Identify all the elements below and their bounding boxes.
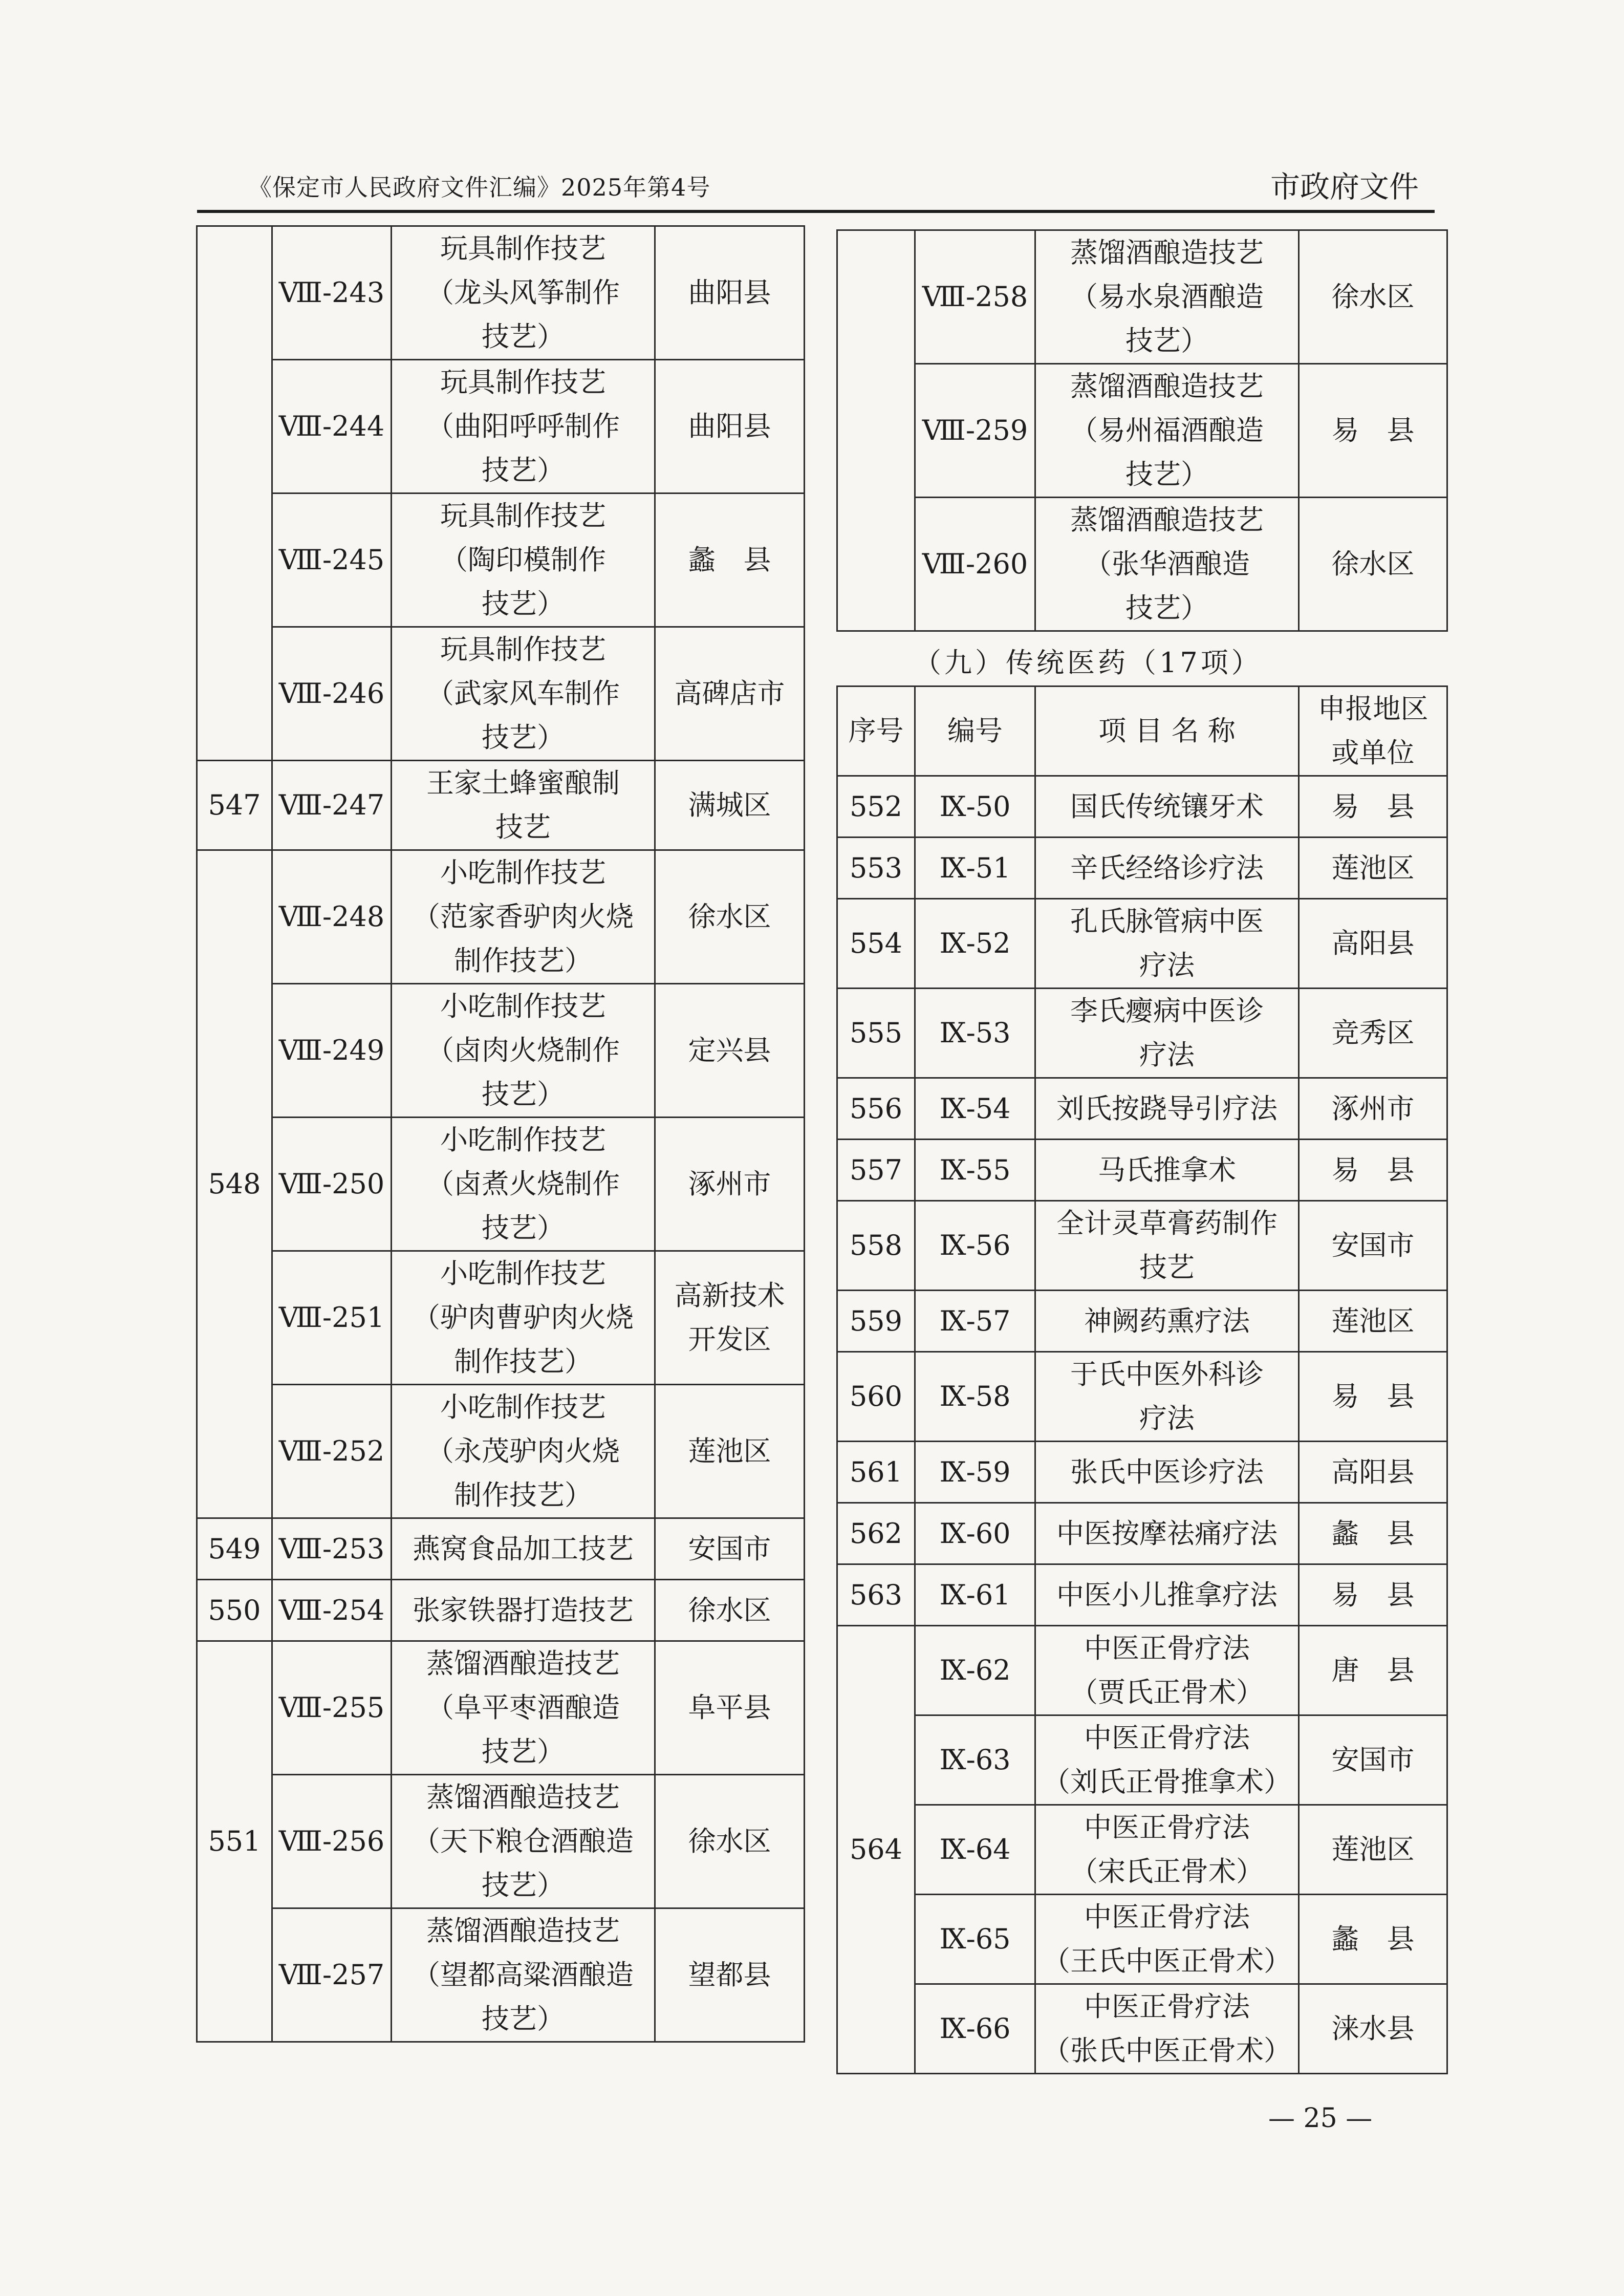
- region-cell: [1299, 989, 1447, 1078]
- name-cell: [1035, 776, 1299, 838]
- name-cell-line: 孔氏脉管病中医: [1070, 905, 1264, 937]
- name-cell-line: 神阙药熏疗法: [1084, 1304, 1250, 1337]
- name-cell-line: 蒸馏酒酿造技艺: [1070, 504, 1264, 536]
- header-rule: [197, 210, 1435, 213]
- region-cell: [1299, 1503, 1447, 1564]
- name-cell: [1035, 1442, 1299, 1503]
- name-cell-line: 张氏中医诊疗法: [1070, 1455, 1264, 1488]
- region-cell-line: 徐水区: [688, 1825, 771, 1857]
- name-cell-line: 玩具制作技艺: [440, 633, 606, 666]
- name-cell-line: 辛氏经络诊疗法: [1070, 851, 1264, 884]
- name-cell-line: 技艺）: [482, 320, 565, 353]
- name-cell-line: 国氏传统镶牙术: [1070, 790, 1264, 823]
- region-cell: [1299, 1715, 1447, 1805]
- code-cell: Ⅷ-247: [272, 761, 392, 850]
- header-region-line: 申报地区: [1317, 693, 1428, 725]
- code-cell: Ⅸ-58: [915, 1352, 1035, 1442]
- name-cell: [1035, 498, 1299, 631]
- table-row: [197, 627, 805, 761]
- region-cell-line: 莲池区: [1331, 851, 1415, 884]
- table-row: [837, 1895, 1447, 1984]
- name-cell: [1035, 1564, 1299, 1626]
- region-cell-line: 易 县: [1331, 1153, 1415, 1186]
- name-cell-line: 中医正骨疗法: [1084, 1990, 1250, 2023]
- name-cell: [1035, 1805, 1299, 1895]
- code-cell: Ⅸ-62: [915, 1626, 1035, 1715]
- name-cell-line: 制作技艺）: [454, 1479, 592, 1511]
- seq-cell: 554: [837, 899, 915, 989]
- region-cell-line: 涿州市: [1331, 1092, 1415, 1125]
- code-cell: Ⅸ-51: [915, 838, 1035, 899]
- code-cell: Ⅷ-243: [272, 226, 392, 360]
- name-cell-line: （永茂驴肉火烧: [426, 1435, 620, 1467]
- name-cell: [392, 984, 655, 1118]
- name-cell-line: 中医小儿推拿疗法: [1056, 1578, 1277, 1611]
- region-cell-line: 徐水区: [688, 900, 771, 933]
- name-cell-line: 疗法: [1139, 1402, 1195, 1434]
- name-cell: [392, 1775, 655, 1908]
- name-cell: [392, 1251, 655, 1385]
- region-cell-line: 徐水区: [688, 1594, 771, 1626]
- region-cell-line: 莲池区: [1331, 1304, 1415, 1337]
- seq-cell: 560: [837, 1352, 915, 1442]
- header-seq: 序号: [837, 686, 915, 776]
- name-cell-line: 技艺）: [482, 588, 565, 620]
- name-cell: [1035, 364, 1299, 498]
- name-cell: [392, 1118, 655, 1251]
- name-cell-line: 玩具制作技艺: [440, 500, 606, 532]
- code-cell: Ⅷ-252: [272, 1385, 392, 1518]
- region-cell-line: 定兴县: [688, 1034, 771, 1066]
- code-cell: Ⅷ-250: [272, 1118, 392, 1251]
- region-cell: [655, 226, 805, 360]
- traditional-medicine-table: [836, 685, 1448, 2074]
- name-cell-line: 中医正骨疗法: [1084, 1632, 1250, 1664]
- region-cell: [1299, 776, 1447, 838]
- table-row: [837, 1715, 1447, 1805]
- name-cell: [1035, 838, 1299, 899]
- region-cell: [1299, 498, 1447, 631]
- name-cell-line: 技艺）: [482, 1735, 565, 1768]
- header-region-line: 或单位: [1331, 737, 1415, 769]
- region-cell-line: 高阳县: [1331, 927, 1415, 959]
- name-cell-line: （王氏中医正骨术）: [1043, 1945, 1291, 1977]
- table-header-row: [837, 686, 1447, 776]
- code-cell: Ⅷ-256: [272, 1775, 392, 1908]
- region-cell-line: 曲阳县: [688, 410, 771, 442]
- region-cell: [655, 360, 805, 493]
- name-cell-line: （天下粮仓酒酿造: [413, 1825, 634, 1857]
- name-cell-line: 玩具制作技艺: [440, 232, 606, 265]
- region-cell: [655, 1251, 805, 1385]
- name-cell-line: （望都高粱酒酿造: [413, 1959, 634, 1991]
- region-cell: [1299, 1805, 1447, 1895]
- name-cell: [1035, 899, 1299, 989]
- seq-cell: 558: [837, 1201, 915, 1291]
- name-cell-line: 王家土蜂蜜酿制: [426, 767, 620, 799]
- name-cell: [392, 1908, 655, 2042]
- code-cell: Ⅷ-260: [915, 498, 1035, 631]
- code-cell: Ⅷ-244: [272, 360, 392, 493]
- region-cell-line: 易 县: [1331, 1578, 1415, 1611]
- table-row: [197, 226, 805, 360]
- name-cell-line: 制作技艺）: [454, 1345, 592, 1378]
- code-cell: Ⅸ-55: [915, 1140, 1035, 1201]
- table-row: [837, 230, 1447, 364]
- name-cell-line: 小吃制作技艺: [440, 990, 606, 1022]
- region-cell-line: 唐 县: [1331, 1654, 1415, 1686]
- document-category: 市政府文件: [1270, 169, 1419, 204]
- code-cell: Ⅷ-259: [915, 364, 1035, 498]
- table-row: [197, 1251, 805, 1385]
- name-cell-line: （张氏中医正骨术）: [1043, 2034, 1291, 2067]
- region-cell: [655, 1775, 805, 1908]
- name-cell: [1035, 989, 1299, 1078]
- region-cell: [655, 1118, 805, 1251]
- seq-cell: 553: [837, 838, 915, 899]
- region-cell: [655, 1908, 805, 2042]
- table-row: [837, 498, 1447, 631]
- seq-cell: [837, 230, 915, 631]
- region-cell-line: 莲池区: [1331, 1833, 1415, 1865]
- region-cell: [655, 1641, 805, 1775]
- name-cell-line: 制作技艺）: [454, 945, 592, 977]
- table-row: [197, 850, 805, 984]
- name-cell: [392, 1385, 655, 1518]
- code-cell: Ⅸ-59: [915, 1442, 1035, 1503]
- name-cell-line: （阜平枣酒酿造: [426, 1691, 620, 1724]
- header-code: 编号: [915, 686, 1035, 776]
- code-cell: Ⅸ-54: [915, 1078, 1035, 1140]
- name-cell: [392, 360, 655, 493]
- name-cell: [1035, 230, 1299, 364]
- header-region: [1299, 686, 1447, 776]
- name-cell-line: 蒸馏酒酿造技艺: [426, 1915, 620, 1947]
- region-cell: [1299, 899, 1447, 989]
- name-cell: [392, 627, 655, 761]
- name-cell-line: 张家铁器打造技艺: [413, 1594, 634, 1626]
- name-cell-line: 技艺: [495, 811, 551, 843]
- name-cell-line: 蒸馏酒酿造技艺: [1070, 370, 1264, 402]
- region-cell: [1299, 1140, 1447, 1201]
- name-cell-line: 技艺）: [482, 1212, 565, 1244]
- name-cell-line: （宋氏正骨术）: [1070, 1855, 1264, 1887]
- region-cell: [655, 1518, 805, 1580]
- region-cell: [1299, 1442, 1447, 1503]
- table-row: [837, 1626, 1447, 1715]
- table-row: [837, 1140, 1447, 1201]
- name-cell-line: （刘氏正骨推拿术）: [1043, 1766, 1291, 1798]
- name-cell-line: 全计灵草膏药制作: [1056, 1207, 1277, 1239]
- name-cell-line: 技艺）: [482, 2003, 565, 2035]
- name-cell: [1035, 1626, 1299, 1715]
- name-cell-line: 疗法: [1139, 949, 1195, 981]
- seq-cell: 563: [837, 1564, 915, 1626]
- table-row: [837, 1201, 1447, 1291]
- name-cell: [1035, 1984, 1299, 2074]
- name-cell-line: （贾氏正骨术）: [1070, 1676, 1264, 1708]
- region-cell: [655, 627, 805, 761]
- name-cell: [1035, 1078, 1299, 1140]
- code-cell: Ⅸ-57: [915, 1291, 1035, 1352]
- name-cell: [392, 850, 655, 984]
- name-cell-line: 技艺）: [1125, 458, 1208, 490]
- code-cell: Ⅸ-52: [915, 899, 1035, 989]
- name-cell-line: （武家风车制作: [426, 677, 620, 710]
- name-cell: [1035, 1291, 1299, 1352]
- name-cell-line: 于氏中医外科诊: [1070, 1358, 1264, 1390]
- code-cell: Ⅷ-246: [272, 627, 392, 761]
- name-cell-line: 小吃制作技艺: [440, 1124, 606, 1156]
- name-cell: [1035, 1503, 1299, 1564]
- name-cell-line: 中医按摩祛痛疗法: [1056, 1517, 1277, 1550]
- table-row: [197, 493, 805, 627]
- name-cell-line: 技艺）: [482, 1078, 565, 1110]
- table-row: [837, 1503, 1447, 1564]
- name-cell-line: 中医正骨疗法: [1084, 1722, 1250, 1754]
- table-row: [837, 899, 1447, 989]
- code-cell: Ⅷ-255: [272, 1641, 392, 1775]
- table-row: [837, 1564, 1447, 1626]
- name-cell-line: 蒸馏酒酿造技艺: [1070, 237, 1264, 269]
- region-cell-line: 徐水区: [1331, 281, 1415, 313]
- name-cell: [392, 1580, 655, 1641]
- table-row: [837, 1291, 1447, 1352]
- seq-cell: 564: [837, 1626, 915, 2074]
- seq-cell: [197, 226, 272, 761]
- table-row: [837, 776, 1447, 838]
- seq-cell: 549: [197, 1518, 272, 1580]
- table-row: [837, 1442, 1447, 1503]
- code-cell: Ⅷ-251: [272, 1251, 392, 1385]
- table-row: [197, 1775, 805, 1908]
- region-cell-line: 易 县: [1331, 1380, 1415, 1412]
- seq-cell: 550: [197, 1580, 272, 1641]
- name-cell-line: 技艺）: [482, 721, 565, 754]
- region-cell-line: 易 县: [1331, 790, 1415, 823]
- region-cell: [1299, 1078, 1447, 1140]
- name-cell-line: 小吃制作技艺: [440, 1391, 606, 1423]
- table-row: [197, 761, 805, 850]
- name-cell-line: 技艺）: [1125, 325, 1208, 357]
- region-cell-line: 满城区: [688, 789, 771, 821]
- region-cell-line: 高新技术: [674, 1279, 785, 1312]
- code-cell: Ⅷ-248: [272, 850, 392, 984]
- table-row: [837, 1984, 1447, 2074]
- name-cell-line: （卤肉火烧制作: [426, 1034, 620, 1066]
- name-cell-line: 蒸馏酒酿造技艺: [426, 1781, 620, 1813]
- seq-cell: 557: [837, 1140, 915, 1201]
- region-cell-line: 涿州市: [688, 1168, 771, 1200]
- code-cell: Ⅸ-64: [915, 1805, 1035, 1895]
- region-cell: [1299, 1895, 1447, 1984]
- table-row: [197, 1908, 805, 2042]
- code-cell: Ⅷ-253: [272, 1518, 392, 1580]
- name-cell-line: 疗法: [1139, 1039, 1195, 1071]
- seq-cell: 561: [837, 1442, 915, 1503]
- code-cell: Ⅸ-53: [915, 989, 1035, 1078]
- name-cell: [392, 226, 655, 360]
- region-cell-line: 蠡 县: [1331, 1923, 1415, 1955]
- name-cell-line: 中医正骨疗法: [1084, 1811, 1250, 1843]
- name-cell: [1035, 1352, 1299, 1442]
- code-cell: Ⅷ-258: [915, 230, 1035, 364]
- region-cell: [1299, 838, 1447, 899]
- table-row: [837, 1352, 1447, 1442]
- region-cell: [655, 984, 805, 1118]
- name-cell-line: 技艺）: [1125, 592, 1208, 624]
- name-cell-line: （陶印模制作: [440, 544, 606, 576]
- region-cell-line: 蠡 县: [688, 544, 771, 576]
- table-row: [197, 1385, 805, 1518]
- region-cell: [1299, 1564, 1447, 1626]
- name-cell: [392, 1641, 655, 1775]
- code-cell: Ⅸ-56: [915, 1201, 1035, 1291]
- name-cell: [1035, 1140, 1299, 1201]
- region-cell-line: 安国市: [1331, 1229, 1415, 1261]
- table-row: [197, 1641, 805, 1775]
- region-cell-line: 高阳县: [1331, 1455, 1415, 1488]
- name-cell-line: 技艺）: [482, 454, 565, 486]
- name-cell: [1035, 1895, 1299, 1984]
- name-cell-line: （龙头风筝制作: [426, 276, 620, 309]
- code-cell: Ⅸ-63: [915, 1715, 1035, 1805]
- table-row: [197, 1518, 805, 1580]
- region-cell: [1299, 1626, 1447, 1715]
- region-cell: [1299, 1984, 1447, 2074]
- table-row: [197, 1580, 805, 1641]
- name-cell-line: （易水泉酒酿造: [1070, 281, 1264, 313]
- region-cell-line: 莲池区: [688, 1435, 771, 1467]
- name-cell-line: 中医正骨疗法: [1084, 1901, 1250, 1933]
- table-row: [837, 989, 1447, 1078]
- name-cell-line: 燕窝食品加工技艺: [413, 1532, 634, 1565]
- region-cell-line: 开发区: [688, 1323, 771, 1356]
- region-cell: [655, 850, 805, 984]
- region-cell: [655, 493, 805, 627]
- code-cell: Ⅸ-50: [915, 776, 1035, 838]
- code-cell: Ⅷ-257: [272, 1908, 392, 2042]
- name-cell-line: 技艺）: [482, 1869, 565, 1901]
- table-row: [837, 364, 1447, 498]
- region-cell: [1299, 364, 1447, 498]
- seq-cell: 562: [837, 1503, 915, 1564]
- name-cell-line: （驴肉曹驴肉火烧: [413, 1301, 634, 1334]
- seq-cell: 555: [837, 989, 915, 1078]
- name-cell: [392, 493, 655, 627]
- name-cell-line: 技艺: [1139, 1251, 1195, 1283]
- name-cell: [392, 1518, 655, 1580]
- seq-cell: 552: [837, 776, 915, 838]
- seq-cell: 548: [197, 850, 272, 1518]
- seq-cell: 547: [197, 761, 272, 850]
- region-cell-line: 高碑店市: [674, 677, 785, 710]
- name-cell-line: 小吃制作技艺: [440, 1257, 606, 1290]
- name-cell: [1035, 1715, 1299, 1805]
- code-cell: Ⅷ-254: [272, 1580, 392, 1641]
- name-cell-line: 小吃制作技艺: [440, 856, 606, 889]
- region-cell: [1299, 1291, 1447, 1352]
- document-series-title: 《保定市人民政府文件汇编》2025年第4号: [248, 174, 711, 201]
- name-cell-line: （张华酒酿造: [1084, 548, 1250, 580]
- name-cell-line: 李氏瘿病中医诊: [1070, 995, 1264, 1027]
- region-cell-line: 曲阳县: [688, 276, 771, 309]
- right-continued-table: [836, 229, 1448, 632]
- region-cell: [655, 1385, 805, 1518]
- table-row: [197, 360, 805, 493]
- name-cell-line: 刘氏按跷导引疗法: [1056, 1092, 1277, 1125]
- region-cell-line: 安国市: [688, 1532, 771, 1565]
- name-cell-line: 玩具制作技艺: [440, 366, 606, 398]
- region-cell: [1299, 1352, 1447, 1442]
- name-cell-line: （范家香驴肉火烧: [413, 900, 634, 933]
- seq-cell: 559: [837, 1291, 915, 1352]
- region-cell: [1299, 230, 1447, 364]
- page-number: — 25 —: [1268, 2103, 1373, 2134]
- table-row: [837, 838, 1447, 899]
- table-row: [197, 984, 805, 1118]
- region-cell: [655, 1580, 805, 1641]
- region-cell-line: 易 县: [1331, 414, 1415, 446]
- code-cell: Ⅸ-65: [915, 1895, 1035, 1984]
- region-cell: [1299, 1201, 1447, 1291]
- name-cell: [392, 761, 655, 850]
- name-cell-line: （曲阳呼呼制作: [426, 410, 620, 442]
- name-cell-line: （易州福酒酿造: [1070, 414, 1264, 446]
- left-project-table: [196, 225, 805, 2043]
- seq-cell: 556: [837, 1078, 915, 1140]
- header-name: 项 目 名 称: [1035, 686, 1299, 776]
- code-cell: Ⅷ-249: [272, 984, 392, 1118]
- region-cell: [655, 761, 805, 850]
- region-cell-line: 徐水区: [1331, 548, 1415, 580]
- region-cell-line: 涞水县: [1331, 2012, 1415, 2045]
- name-cell-line: 马氏推拿术: [1098, 1153, 1236, 1186]
- code-cell: Ⅸ-66: [915, 1984, 1035, 2074]
- section-title-traditional-medicine: （九）传统医药（17项）: [914, 647, 1262, 679]
- region-cell-line: 望都县: [688, 1959, 771, 1991]
- code-cell: Ⅸ-60: [915, 1503, 1035, 1564]
- code-cell: Ⅸ-61: [915, 1564, 1035, 1626]
- table-row: [837, 1805, 1447, 1895]
- region-cell-line: 竞秀区: [1331, 1017, 1415, 1049]
- region-cell-line: 安国市: [1331, 1744, 1415, 1776]
- name-cell-line: （卤煮火烧制作: [426, 1168, 620, 1200]
- table-row: [837, 1078, 1447, 1140]
- name-cell-line: 蒸馏酒酿造技艺: [426, 1647, 620, 1680]
- region-cell-line: 阜平县: [688, 1691, 771, 1724]
- code-cell: Ⅷ-245: [272, 493, 392, 627]
- table-row: [197, 1118, 805, 1251]
- name-cell: [1035, 1201, 1299, 1291]
- region-cell-line: 蠡 县: [1331, 1517, 1415, 1550]
- seq-cell: 551: [197, 1641, 272, 2042]
